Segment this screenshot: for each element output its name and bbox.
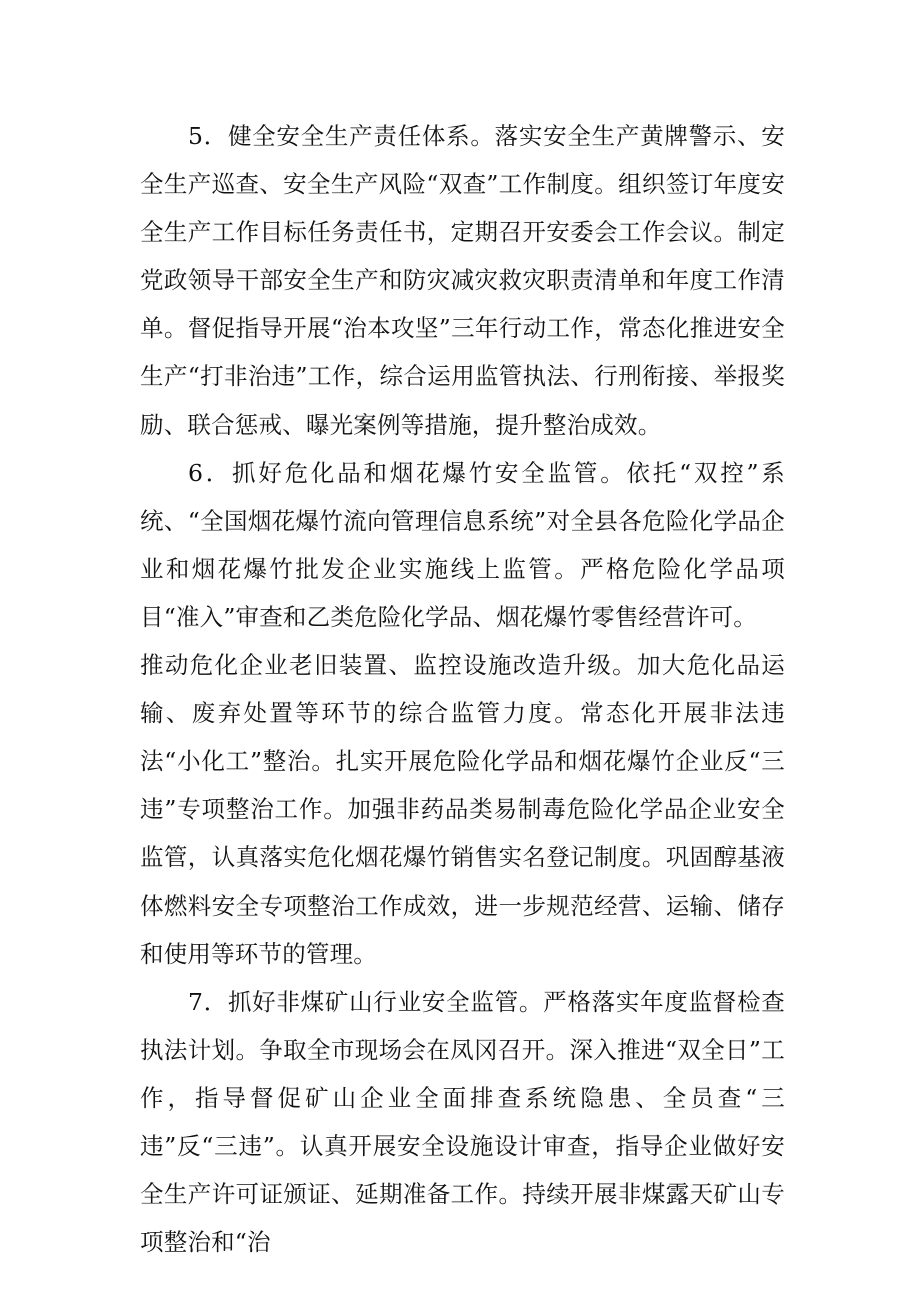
paragraph-5-safety-responsibility: 5．健全安全生产责任体系。落实安全生产黄牌警示、安全生产巡查、安全生产风险“双查”工作制度。组织签订年度安全生产工作目标任务责任书，定期召开安委会工作会议。制定党政领导干部安全生产和防灾减灾救灾职责清单和年度工作清单。督促指导开展“治本攻坚”三年行动工作，常态化推进安全生产“打非治违”工作，综合运用监管执法、行刑衔接、举报奖励、联合惩戒、曝光案例等措施，提升整治成效。 (140, 122, 785, 439)
paragraph-6-continued: 推动危化企业老旧装置、监控设施改造升级。加大危化品运输、废弃处置等环节的综合监管力度。常态化开展非法违法“小化工”整治。扎实开展危险化学品和烟花爆竹企业反“三违”专项整治工作。加强非药品类易制毒危险化学品企业安全监管，认真落实危化烟花爆竹销售实名登记制度。巩固醇基液体燃料安全专项整治工作成效，进一步规范经营、运输、储存和使用等环节的管理。 (140, 651, 785, 968)
paragraph-7-non-coal-mines: 7．抓好非煤矿山行业安全监管。严格落实年度监督检查执法计划。争取全市现场会在凤冈召开。深入推进“双全日”工作，指导督促矿山企业全面排查系统隐患、全员查“三违”反“三违”。认真开展安全设施设计审查，指导企业做好安全生产许可证颁证、延期准备工作。持续开展非煤露天矿山专项整治和“治 (140, 987, 785, 1257)
paragraph-6-hazardous-chemicals: 6．抓好危化品和烟花爆竹安全监管。依托“双控”系统、“全国烟花爆竹流向管理信息系统”对全县各危险化学品企业和烟花爆竹批发企业实施线上监管。严格危险化学品项目“准入”审查和乙类危险化学品、烟花爆竹零售经营许可。 (140, 458, 785, 631)
document-body (140, 112, 785, 1266)
